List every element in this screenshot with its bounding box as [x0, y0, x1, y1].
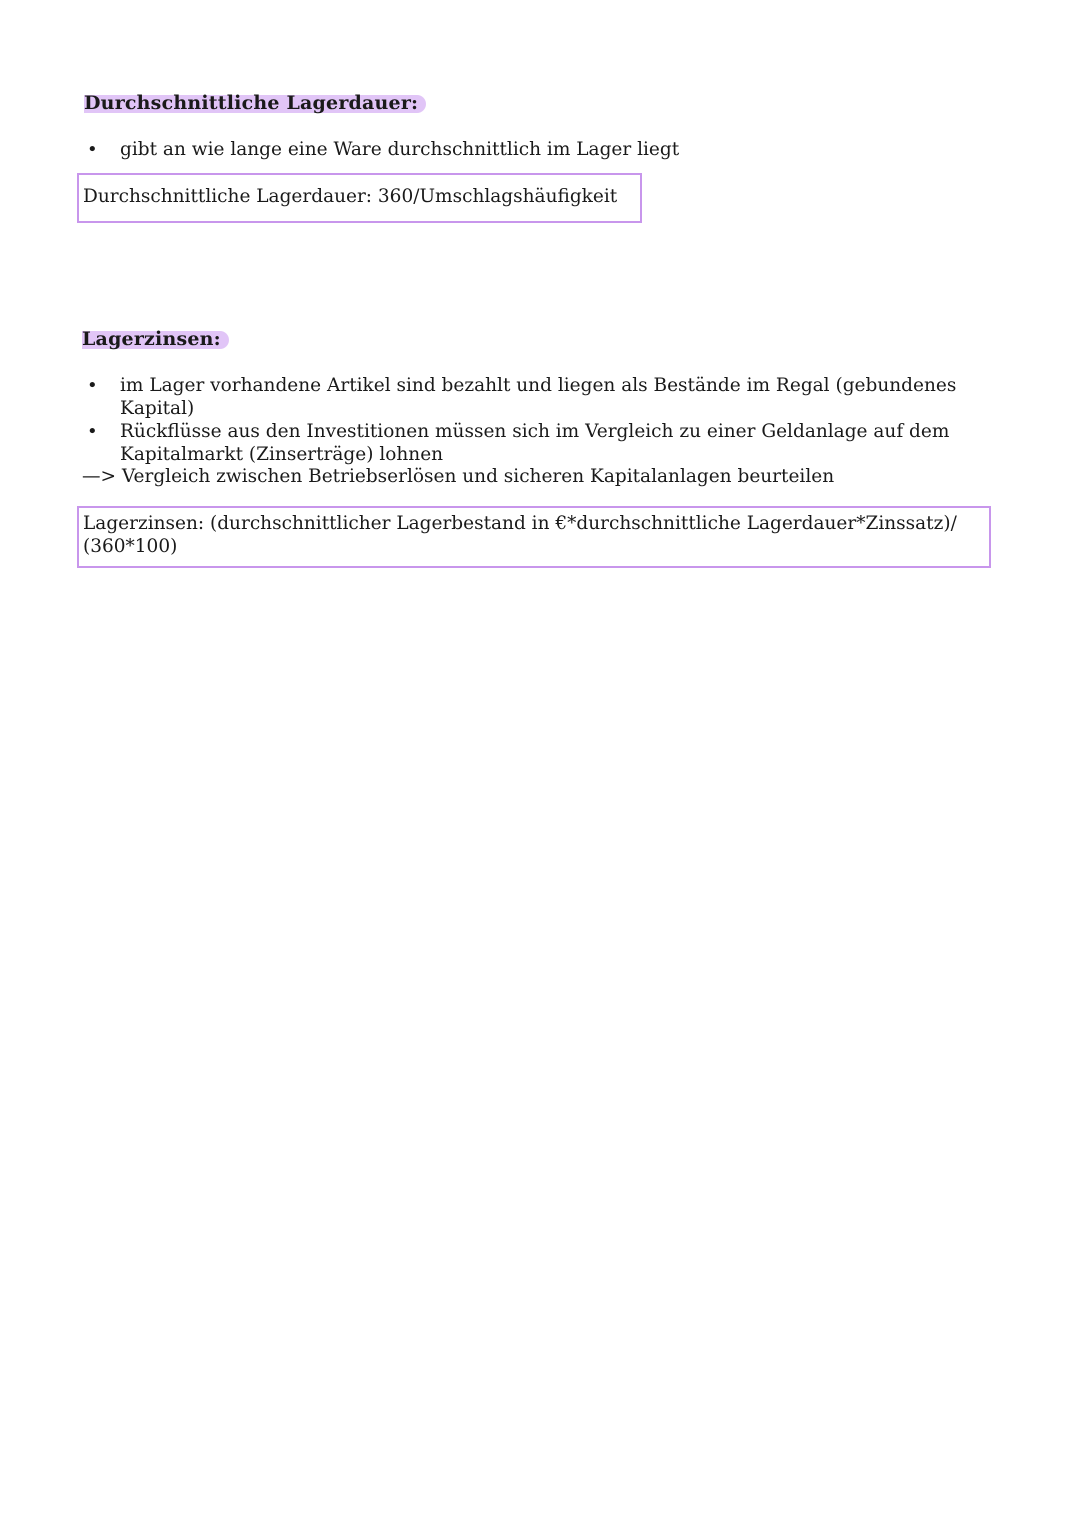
formula-text: Durchschnittliche Lagerdauer: 360/Umschlagshäufigkeit	[83, 186, 618, 207]
formula-box-lagerdauer	[77, 173, 642, 223]
section-heading-lagerzinsen	[82, 328, 221, 350]
heading-highlight: Durchschnittliche Lagerdauer:	[84, 92, 419, 114]
bullet-item: • gibt an wie lange eine Ware durchschnittlich im Lager liegt	[84, 138, 984, 161]
formula-text-line1: Lagerzinsen: (durchschnittlicher Lagerbestand in €*durchschnittliche Lagerdauer*Zinssatz)/	[83, 513, 957, 534]
conclusion-line: —> Vergleich zwischen Betriebserlösen und sicheren Kapitalanlagen beurteilen	[82, 466, 835, 487]
heading-highlight: Lagerzinsen:	[82, 328, 221, 350]
bullet-list-lagerdauer	[84, 138, 984, 161]
bullet-item: • Rückflüsse aus den Investitionen müssen sich im Vergleich zu einer Geldanlage auf dem Kapitalmarkt (Zinserträge) lohnen	[84, 420, 964, 466]
formula-box-lagerzinsen	[77, 506, 991, 568]
section-heading-lagerdauer	[84, 92, 418, 114]
bullet-list-lagerzinsen	[84, 374, 964, 466]
formula-text-line2: (360*100)	[83, 536, 178, 557]
bullet-item: • im Lager vorhandene Artikel sind bezahlt und liegen als Bestände im Regal (gebundenes Kapital)	[84, 374, 964, 420]
